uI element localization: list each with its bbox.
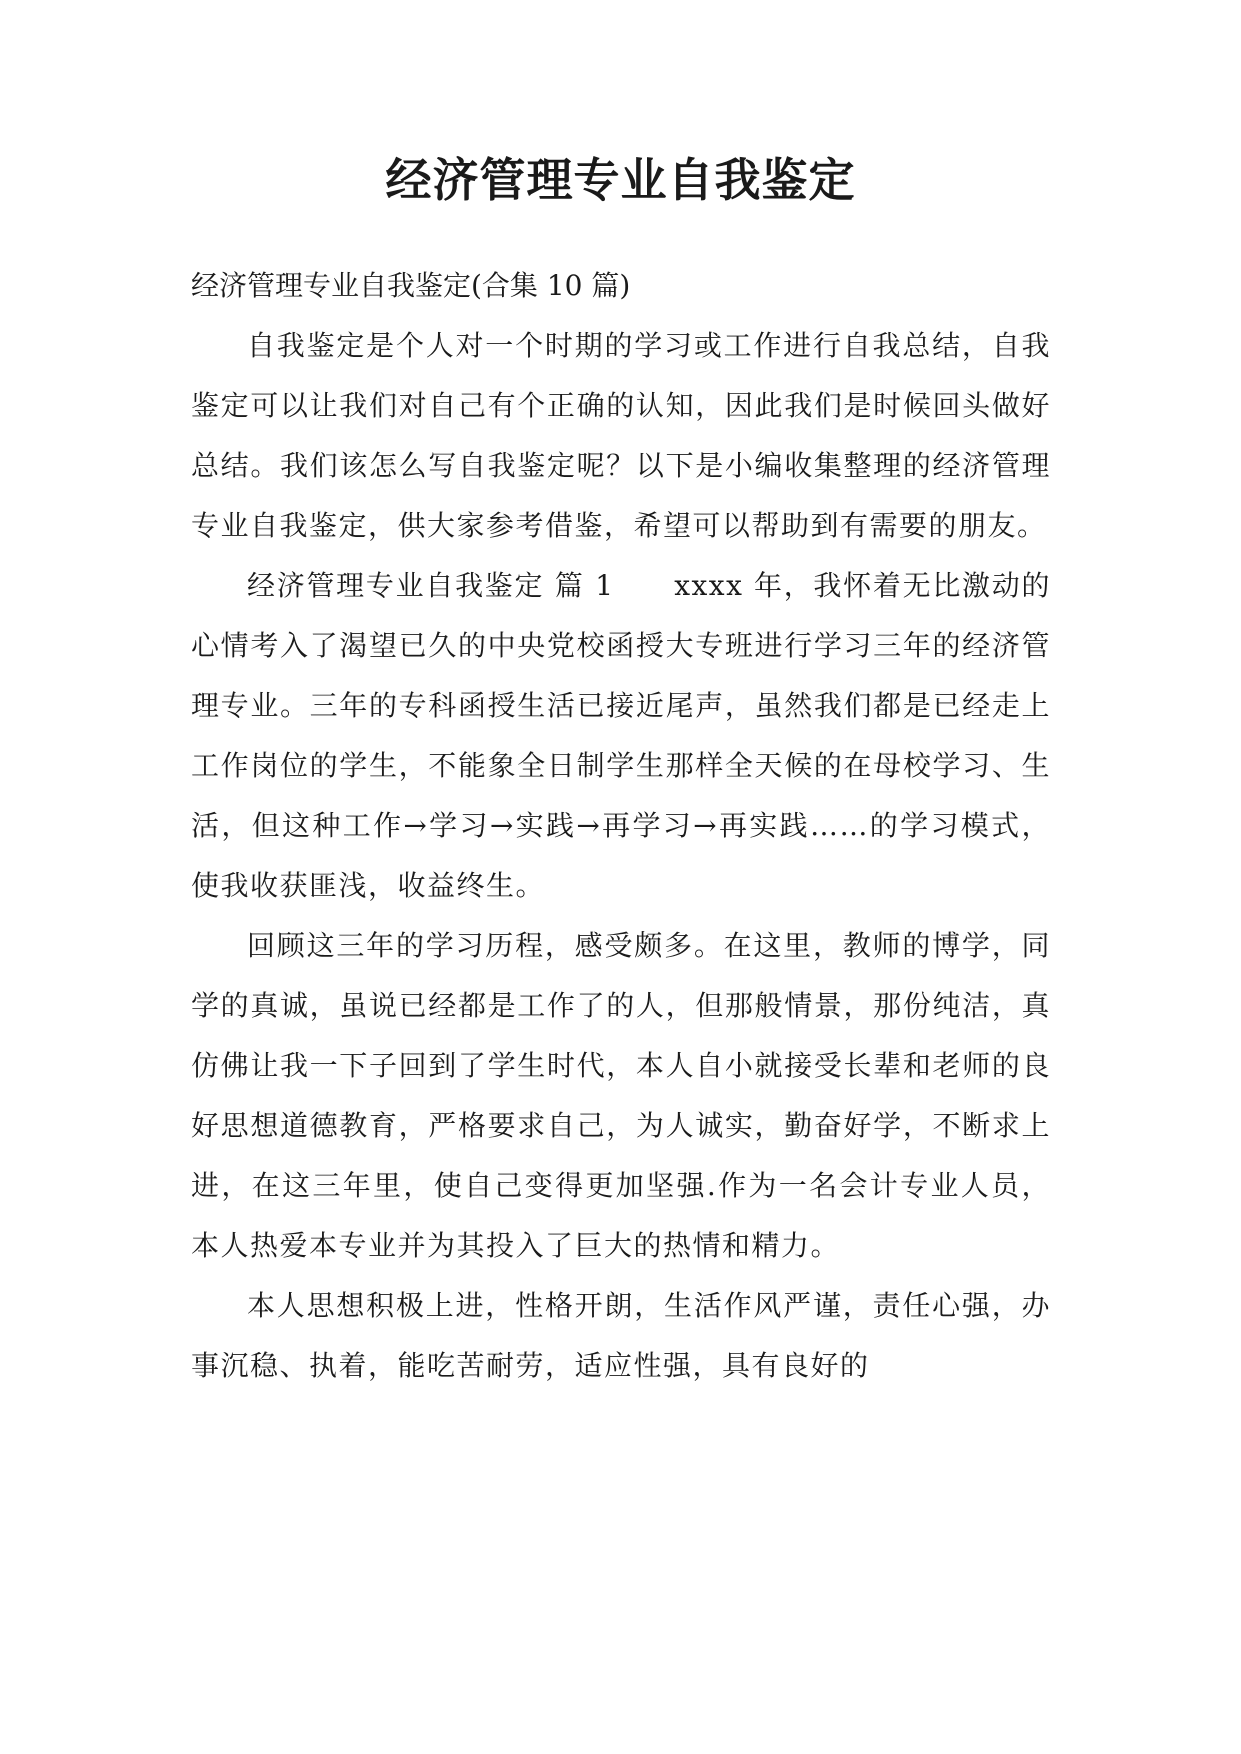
paragraph-character: 本人思想积极上进，性格开朗，生活作风严谨，责任心强，办事沉稳、执着，能吃苦耐劳，适应性强，具有良好的 — [191, 1289, 1051, 1382]
document-body — [191, 256, 1051, 1396]
document-title: 经济管理专业自我鉴定 — [385, 153, 856, 207]
paragraph-intro: 自我鉴定是个人对一个时期的学习或工作进行自我总结，自我鉴定可以让我们对自己有个正确的认知，因此我们是时候回头做好总结。我们该怎么写自我鉴定呢？以下是小编收集整理的经济管理专业自我鉴定，供大家参考借鉴，希望可以帮助到有需要的朋友。 — [191, 329, 1051, 542]
document-subtitle: 经济管理专业自我鉴定(合集 10 篇) — [191, 269, 631, 302]
paragraph-part-1: 经济管理专业自我鉴定 篇 1 xxxx 年，我怀着无比激动的心情考入了渴望已久的中央党校函授大专班进行学习三年的经济管理专业。三年的专科函授生活已接近尾声，虽然我们都是已经走上工作岗位的学生，不能象全日制学生那样全天候的在母校学习、生活，但这种工作→学习→实践→再学习→再实践……的学习模式，使我收获匪浅，收益终生。 — [191, 569, 1051, 902]
paragraph-review: 回顾这三年的学习历程，感受颇多。在这里，教师的博学，同学的真诚，虽说已经都是工作了的人，但那般情景，那份纯洁，真仿佛让我一下子回到了学生时代，本人自小就接受长辈和老师的良好思想道德教育，严格要求自己，为人诚实，勤奋好学，不断求上进，在这三年里，使自己变得更加坚强.作为一名会计专业人员，本人热爱本专业并为其投入了巨大的热情和精力。 — [191, 929, 1051, 1262]
